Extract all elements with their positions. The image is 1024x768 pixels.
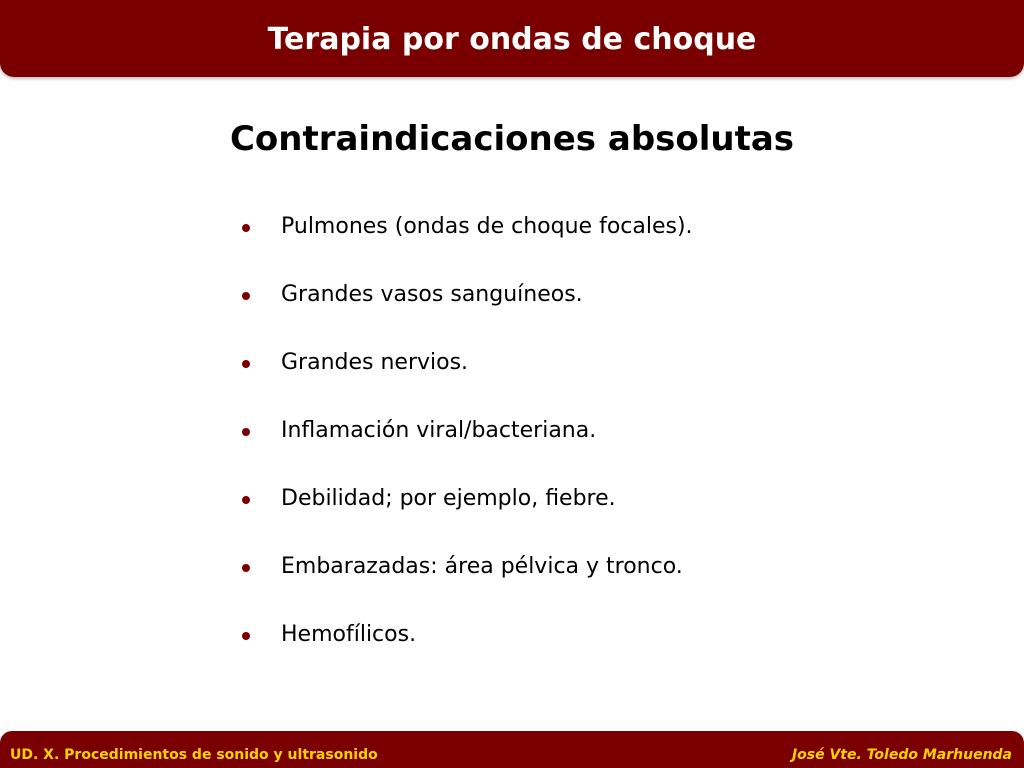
slide-subtitle: Contraindicaciones absolutas	[229, 119, 795, 159]
footer-course-label: UD. X. Procedimientos de sonido y ultrasonido	[10, 747, 378, 763]
list-item-text: Inflamación viral/bacteriana.	[281, 418, 597, 443]
footer-author-label: José Vte. Toledo Marhuenda	[791, 747, 1012, 763]
slide-header-title: Terapia por ondas de choque	[267, 22, 757, 57]
bullet-icon	[242, 632, 250, 640]
list-item-text: Debilidad; por ejemplo, fiebre.	[281, 486, 616, 511]
list-item-text: Grandes vasos sanguíneos.	[281, 282, 583, 307]
list-item-text: Grandes nervios.	[281, 350, 469, 375]
bullet-icon	[242, 292, 250, 300]
footer-bar	[0, 731, 1024, 768]
header-bar	[0, 0, 1024, 77]
bullet-icon	[242, 360, 250, 368]
bullet-icon	[242, 224, 250, 232]
list-item-text: Hemofílicos.	[281, 622, 417, 647]
list-item-text: Embarazadas: área pélvica y tronco.	[281, 554, 683, 579]
bullet-icon	[242, 564, 250, 572]
bullet-icon	[242, 428, 250, 436]
bullet-icon	[242, 496, 250, 504]
list-item-text: Pulmones (ondas de choque focales).	[281, 214, 693, 239]
